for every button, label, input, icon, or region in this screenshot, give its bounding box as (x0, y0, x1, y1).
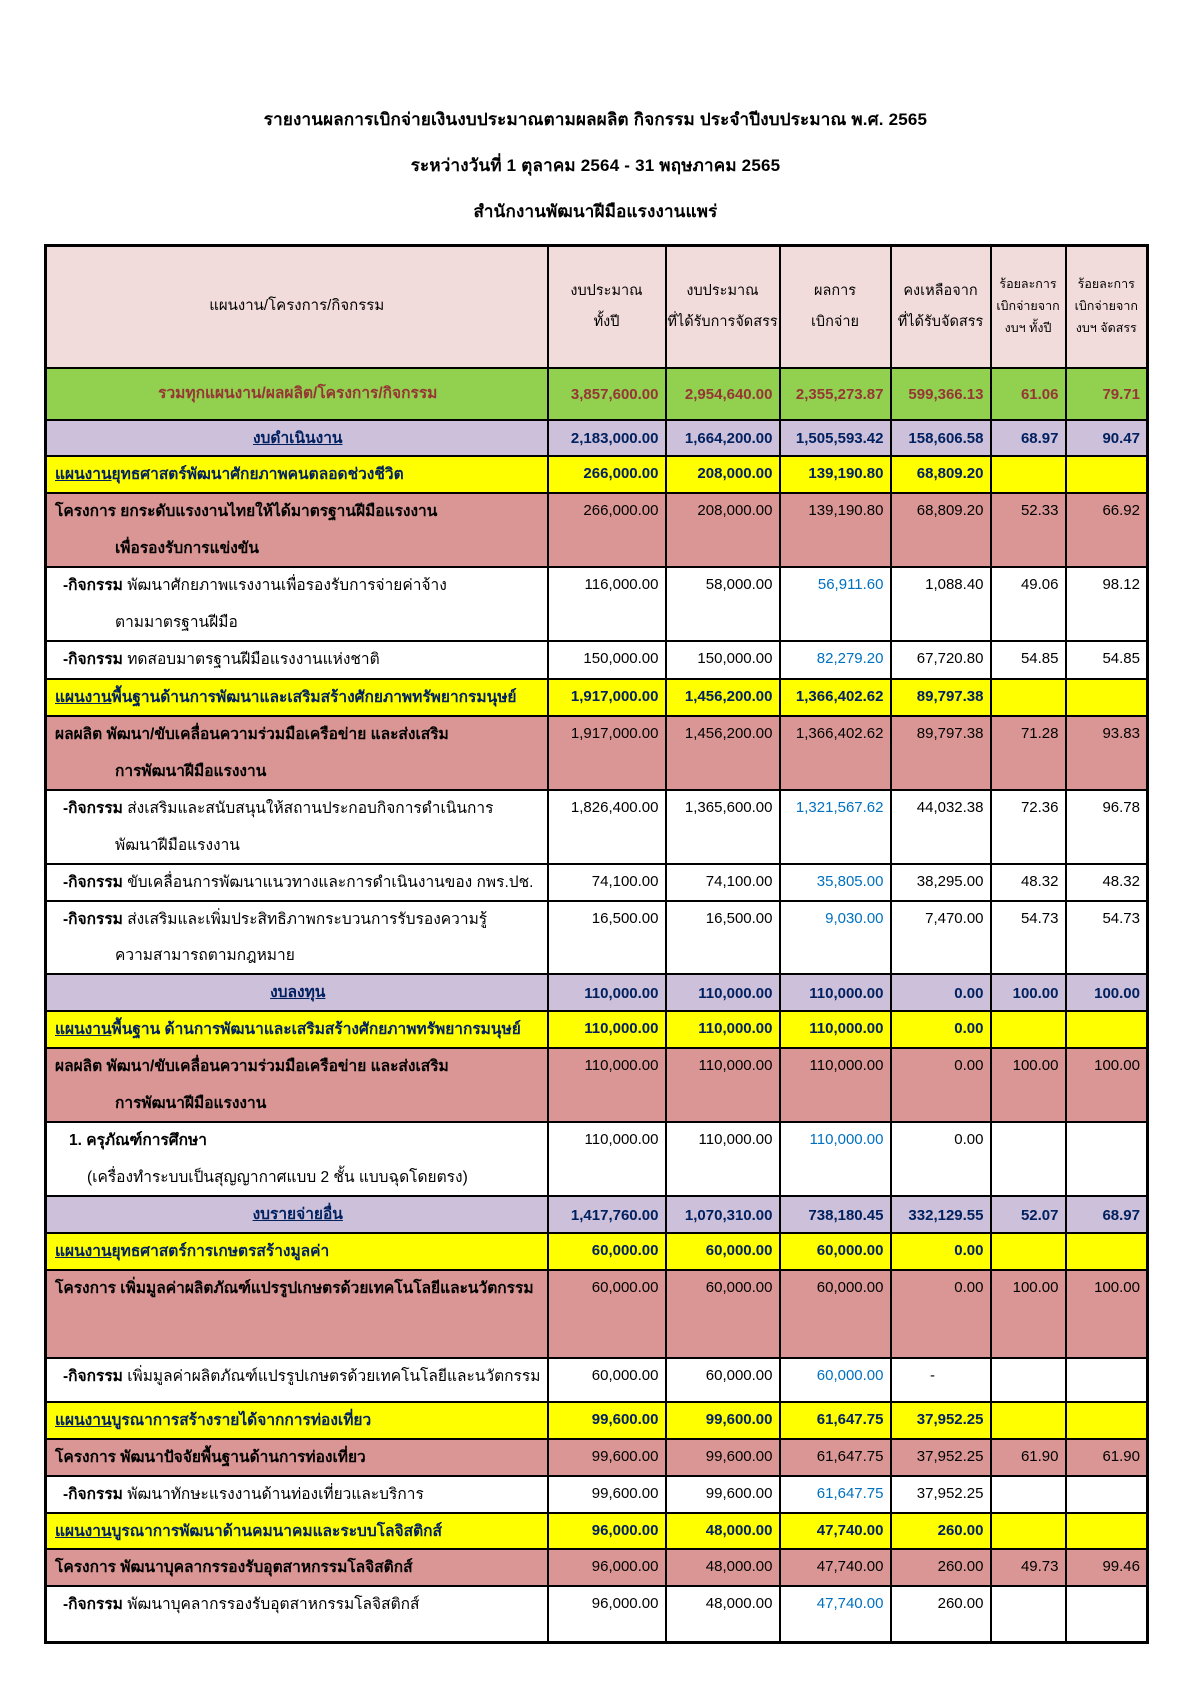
cell-remaining: 67,720.80 (891, 641, 991, 679)
cell-pct-allocated (1066, 679, 1148, 716)
cell-budget-allocated: 48,000.00 (666, 1586, 780, 1642)
cell-disbursed: 139,190.80 (780, 456, 891, 493)
row-label: โครงการ เพิ่มมูลค่าผลิตภัณฑ์แปรรูปเกษตรด้วยเทคโนโลยีและนวัตกรรม (46, 1270, 548, 1358)
cell-budget-year: 110,000.00 (548, 1122, 666, 1196)
row-label: -กิจกรรม พัฒนาศักยภาพแรงงานเพื่อรองรับการจ่ายค่าจ้าง ตามมาตรฐานฝีมือ (46, 567, 548, 641)
cell-remaining: 260.00 (891, 1513, 991, 1550)
cell-disbursed: 110,000.00 (780, 974, 891, 1011)
row-label: -กิจกรรม ส่งเสริมและสนับสนุนให้สถานประกอบกิจการดำเนินการ พัฒนาฝีมือแรงงาน (46, 790, 548, 864)
cell-budget-allocated: 99,600.00 (666, 1439, 780, 1476)
row-label-prefix: -กิจกรรม (63, 1485, 123, 1503)
cell-budget-allocated: 1,365,600.00 (666, 790, 780, 864)
budget-report-table (44, 244, 1149, 1644)
row-label-prefix: -กิจกรรม (63, 1596, 123, 1614)
row-label (46, 1122, 548, 1196)
table-row (46, 1011, 1148, 1048)
cell-pct-year: 52.33 (991, 493, 1066, 567)
row-label: -กิจกรรม เพิ่มมูลค่าผลิตภัณฑ์แปรรูปเกษตรด้วยเทคโนโลยีและนวัตกรรม (46, 1358, 548, 1402)
cell-budget-year: 99,600.00 (548, 1439, 666, 1476)
cell-budget-allocated: 60,000.00 (666, 1270, 780, 1358)
row-label-prefix: -กิจกรรม (63, 799, 123, 817)
cell-remaining: 89,797.38 (891, 716, 991, 790)
row-label-prefix: แผนงาน (55, 1021, 112, 1039)
cell-pct-year: 100.00 (991, 974, 1066, 1011)
row-label: -กิจกรรม ทดสอบมาตรฐานฝีมือแรงงานแห่งชาติ (46, 641, 548, 679)
cell-pct-year: 68.97 (991, 420, 1066, 457)
cell-budget-year: 110,000.00 (548, 1048, 666, 1122)
row-label-line2: การพัฒนาฝีมือแรงงาน (115, 1095, 267, 1113)
cell-pct-allocated: 100.00 (1066, 1048, 1148, 1122)
cell-budget-year: 74,100.00 (548, 864, 666, 901)
row-label-line2: การพัฒนาฝีมือแรงงาน (115, 762, 267, 780)
cell-pct-year: 49.06 (991, 567, 1066, 641)
cell-pct-allocated: 100.00 (1066, 1270, 1148, 1358)
cell-pct-allocated (1066, 1513, 1148, 1550)
table-row (46, 716, 1148, 790)
cell-budget-year: 96,000.00 (548, 1586, 666, 1642)
cell-remaining: 37,952.25 (891, 1402, 991, 1439)
table-row (46, 456, 1148, 493)
cell-budget-year: 96,000.00 (548, 1549, 666, 1586)
table-row (46, 1196, 1148, 1233)
cell-pct-year: 71.28 (991, 716, 1066, 790)
cell-pct-allocated (1066, 1011, 1148, 1048)
table-row (46, 567, 1148, 641)
cell-budget-allocated: 48,000.00 (666, 1549, 780, 1586)
cell-pct-allocated: 48.32 (1066, 864, 1148, 901)
header-cell-pct-allocated: ร้อยละการ เบิกจ่ายจาก งบฯ จัดสรร (1066, 246, 1148, 368)
table-row (46, 790, 1148, 864)
row-label-prefix: แผนงาน (55, 1411, 112, 1429)
cell-budget-allocated: 48,000.00 (666, 1513, 780, 1550)
table-row (46, 974, 1148, 1011)
cell-budget-allocated: 110,000.00 (666, 974, 780, 1011)
cell-budget-year: 110,000.00 (548, 1011, 666, 1048)
cell-pct-year (991, 1402, 1066, 1439)
cell-remaining: 0.00 (891, 1011, 991, 1048)
cell-disbursed: 35,805.00 (780, 864, 891, 901)
row-label-prefix: -กิจกรรม (63, 910, 123, 928)
cell-pct-allocated: 99.46 (1066, 1549, 1148, 1586)
header-cell-remaining: คงเหลือจาก ที่ได้รับจัดสรร (891, 246, 991, 368)
cell-disbursed: 47,740.00 (780, 1513, 891, 1550)
cell-pct-allocated: 100.00 (1066, 974, 1148, 1011)
row-label-line2: พัฒนาฝีมือแรงงาน (115, 836, 240, 854)
row-label: แผนงานยุทธศาสตร์พัฒนาศักยภาพคนตลอดช่วงชีวิต (46, 456, 548, 493)
row-label: -กิจกรรม ขับเคลื่อนการพัฒนาแนวทางและการดำเนินงานของ กพร.ปช. (46, 864, 548, 901)
table-row (46, 641, 1148, 679)
cell-budget-allocated: 110,000.00 (666, 1048, 780, 1122)
row-label-prefix: -กิจกรรม (63, 651, 123, 669)
cell-budget-allocated: 99,600.00 (666, 1402, 780, 1439)
report-period: ระหว่างวันที่ 1 ตุลาคม 2564 - 31 พฤษภาคม 2565 (410, 156, 781, 175)
cell-budget-allocated: 16,500.00 (666, 901, 780, 975)
table-row (46, 1549, 1148, 1586)
table-row (46, 368, 1148, 420)
cell-disbursed: 82,279.20 (780, 641, 891, 679)
cell-disbursed: 56,911.60 (780, 567, 891, 641)
cell-pct-allocated: 54.85 (1066, 641, 1148, 679)
cell-budget-year: 16,500.00 (548, 901, 666, 975)
cell-remaining: 68,809.20 (891, 493, 991, 567)
cell-remaining: 7,470.00 (891, 901, 991, 975)
row-label-prefix: แผนงาน (55, 466, 112, 484)
row-label: แผนงานพื้นฐานด้านการพัฒนาและเสริมสร้างศักยภาพทรัพยากรมนุษย์ (46, 679, 548, 716)
cell-pct-year (991, 1122, 1066, 1196)
row-label-prefix: แผนงาน (55, 1242, 112, 1260)
cell-pct-allocated (1066, 1233, 1148, 1270)
cell-remaining: 38,295.00 (891, 864, 991, 901)
cell-budget-allocated: 2,954,640.00 (666, 368, 780, 420)
row-label: -กิจกรรม พัฒนาบุคลากรรองรับอุตสาหกรรมโลจิสติกส์ (46, 1586, 548, 1642)
cell-disbursed: 1,321,567.62 (780, 790, 891, 864)
table-row (46, 864, 1148, 901)
cell-remaining: 332,129.55 (891, 1196, 991, 1233)
header-cell-disbursed: ผลการ เบิกจ่าย (780, 246, 891, 368)
row-label: -กิจกรรม ส่งเสริมและเพิ่มประสิทธิภาพกระบวนการรับรองความรู้ ความสามารถตามกฎหมาย (46, 901, 548, 975)
table-row (46, 1270, 1148, 1358)
cell-budget-year: 266,000.00 (548, 493, 666, 567)
cell-pct-allocated: 79.71 (1066, 368, 1148, 420)
table-row (46, 901, 1148, 975)
cell-pct-allocated (1066, 1358, 1148, 1402)
cell-disbursed: 738,180.45 (780, 1196, 891, 1233)
cell-disbursed: 1,366,402.62 (780, 716, 891, 790)
cell-budget-year: 1,917,000.00 (548, 716, 666, 790)
row-label: รวมทุกแผนงาน/ผลผลิต/โครงการ/กิจกรรม (46, 368, 548, 420)
table-row (46, 1358, 1148, 1402)
row-label-prefix: -กิจกรรม (63, 1367, 123, 1385)
cell-budget-allocated: 1,456,200.00 (666, 716, 780, 790)
report-office: สำนักงานพัฒนาฝีมือแรงงานแพร่ (473, 202, 718, 221)
table-row (46, 1476, 1148, 1513)
cell-pct-year: 61.90 (991, 1439, 1066, 1476)
cell-remaining: 1,088.40 (891, 567, 991, 641)
row-label: แผนงานบูรณาการพัฒนาด้านคมนาคมและระบบโลจิสติกส์ (46, 1513, 548, 1550)
header-cell-budget-allocated: งบประมาณ ที่ได้รับการจัดสรร (666, 246, 780, 368)
row-label-line2: (เครื่องทำระบบเป็นสุญญากาศแบบ 2 ชั้น แบบฉุดโดยตรง) (87, 1169, 468, 1187)
cell-pct-year: 54.73 (991, 901, 1066, 975)
cell-pct-year (991, 1476, 1066, 1513)
cell-pct-year (991, 1233, 1066, 1270)
table-row (46, 1402, 1148, 1439)
cell-disbursed: 60,000.00 (780, 1270, 891, 1358)
cell-remaining: 0.00 (891, 1233, 991, 1270)
cell-budget-year: 1,917,000.00 (548, 679, 666, 716)
cell-pct-year: 100.00 (991, 1270, 1066, 1358)
cell-pct-allocated: 98.12 (1066, 567, 1148, 641)
cell-pct-allocated: 61.90 (1066, 1439, 1148, 1476)
cell-budget-year: 2,183,000.00 (548, 420, 666, 457)
cell-pct-year (991, 1358, 1066, 1402)
cell-pct-year: 54.85 (991, 641, 1066, 679)
row-label: แผนงานบูรณาการสร้างรายได้จากการท่องเที่ยว (46, 1402, 548, 1439)
cell-pct-year (991, 679, 1066, 716)
cell-pct-allocated: 93.83 (1066, 716, 1148, 790)
cell-remaining: 44,032.38 (891, 790, 991, 864)
cell-disbursed: 139,190.80 (780, 493, 891, 567)
cell-budget-year: 96,000.00 (548, 1513, 666, 1550)
cell-pct-allocated: 68.97 (1066, 1196, 1148, 1233)
cell-disbursed: 110,000.00 (780, 1048, 891, 1122)
header-row (46, 246, 1148, 368)
cell-remaining: 37,952.25 (891, 1439, 991, 1476)
cell-remaining: 599,366.13 (891, 368, 991, 420)
cell-budget-year: 99,600.00 (548, 1476, 666, 1513)
row-label-prefix: 1. ครุภัณฑ์การศึกษา (69, 1132, 207, 1150)
cell-pct-year (991, 1513, 1066, 1550)
header-cell-pct-year: ร้อยละการ เบิกจ่ายจาก งบฯ ทั้งปี (991, 246, 1066, 368)
cell-pct-allocated: 66.92 (1066, 493, 1148, 567)
cell-disbursed: 61,647.75 (780, 1476, 891, 1513)
cell-remaining: - (891, 1358, 991, 1402)
cell-disbursed: 1,366,402.62 (780, 679, 891, 716)
cell-budget-allocated: 99,600.00 (666, 1476, 780, 1513)
table-row (46, 679, 1148, 716)
cell-budget-allocated: 208,000.00 (666, 456, 780, 493)
cell-budget-allocated: 74,100.00 (666, 864, 780, 901)
cell-pct-allocated: 90.47 (1066, 420, 1148, 457)
cell-budget-allocated: 1,456,200.00 (666, 679, 780, 716)
cell-disbursed: 110,000.00 (780, 1011, 891, 1048)
cell-pct-allocated (1066, 1476, 1148, 1513)
cell-budget-year: 116,000.00 (548, 567, 666, 641)
report-header (0, 0, 1191, 225)
row-label: แผนงานพื้นฐาน ด้านการพัฒนาและเสริมสร้างศักยภาพทรัพยากรมนุษย์ (46, 1011, 548, 1048)
cell-pct-allocated (1066, 456, 1148, 493)
cell-pct-allocated (1066, 1586, 1148, 1642)
cell-pct-year (991, 1011, 1066, 1048)
cell-pct-year (991, 456, 1066, 493)
cell-budget-year: 60,000.00 (548, 1358, 666, 1402)
cell-budget-year: 266,000.00 (548, 456, 666, 493)
cell-pct-year: 100.00 (991, 1048, 1066, 1122)
cell-budget-year: 110,000.00 (548, 974, 666, 1011)
row-label: ผลผลิต พัฒนา/ขับเคลื่อนความร่วมมือเครือข่าย และส่งเสริม การพัฒนาฝีมือแรงงาน (46, 716, 548, 790)
cell-budget-year: 3,857,600.00 (548, 368, 666, 420)
cell-budget-allocated: 110,000.00 (666, 1011, 780, 1048)
cell-pct-allocated: 54.73 (1066, 901, 1148, 975)
report-title: รายงานผลการเบิกจ่ายเงินงบประมาณตามผลผลิต กิจกรรม ประจำปีงบประมาณ พ.ศ. 2565 (263, 110, 928, 129)
row-label: งบดำเนินงาน (46, 420, 548, 457)
cell-remaining: 260.00 (891, 1586, 991, 1642)
cell-remaining: 260.00 (891, 1549, 991, 1586)
cell-remaining: 0.00 (891, 974, 991, 1011)
cell-disbursed: 60,000.00 (780, 1233, 891, 1270)
cell-remaining: 89,797.38 (891, 679, 991, 716)
cell-disbursed: 60,000.00 (780, 1358, 891, 1402)
table-row (46, 1586, 1148, 1642)
cell-budget-allocated: 150,000.00 (666, 641, 780, 679)
cell-budget-year: 150,000.00 (548, 641, 666, 679)
row-label-prefix: แผนงาน (55, 1522, 112, 1540)
table-row (46, 1233, 1148, 1270)
cell-budget-year: 1,826,400.00 (548, 790, 666, 864)
cell-budget-allocated: 60,000.00 (666, 1358, 780, 1402)
cell-budget-allocated: 60,000.00 (666, 1233, 780, 1270)
cell-budget-allocated: 58,000.00 (666, 567, 780, 641)
table-row (46, 1439, 1148, 1476)
cell-budget-year: 60,000.00 (548, 1270, 666, 1358)
cell-remaining: 0.00 (891, 1270, 991, 1358)
cell-disbursed: 9,030.00 (780, 901, 891, 975)
cell-pct-year: 49.73 (991, 1549, 1066, 1586)
cell-pct-allocated (1066, 1402, 1148, 1439)
cell-pct-allocated (1066, 1122, 1148, 1196)
row-label: งบลงทุน (46, 974, 548, 1011)
cell-pct-year: 61.06 (991, 368, 1066, 420)
row-label: โครงการ ยกระดับแรงงานไทยให้ได้มาตรฐานฝีมือแรงงาน เพื่อรองรับการแข่งขัน (46, 493, 548, 567)
row-label: ผลผลิต พัฒนา/ขับเคลื่อนความร่วมมือเครือข่าย และส่งเสริม การพัฒนาฝีมือแรงงาน (46, 1048, 548, 1122)
cell-disbursed: 47,740.00 (780, 1586, 891, 1642)
cell-disbursed: 2,355,273.87 (780, 368, 891, 420)
cell-disbursed: 61,647.75 (780, 1439, 891, 1476)
table-row (46, 1513, 1148, 1550)
cell-disbursed: 61,647.75 (780, 1402, 891, 1439)
cell-remaining: 158,606.58 (891, 420, 991, 457)
cell-remaining: 0.00 (891, 1048, 991, 1122)
cell-budget-year: 1,417,760.00 (548, 1196, 666, 1233)
table-row (46, 1122, 1148, 1196)
cell-pct-year (991, 1586, 1066, 1642)
row-label: -กิจกรรม พัฒนาทักษะแรงงานด้านท่องเที่ยวและบริการ (46, 1476, 548, 1513)
header-cell-label: แผนงาน/โครงการ/กิจกรรม (46, 246, 548, 368)
cell-pct-year: 52.07 (991, 1196, 1066, 1233)
cell-budget-allocated: 1,664,200.00 (666, 420, 780, 457)
row-label: งบรายจ่ายอื่น (46, 1196, 548, 1233)
row-label-prefix: -กิจกรรม (63, 577, 123, 595)
cell-remaining: 37,952.25 (891, 1476, 991, 1513)
cell-budget-allocated: 208,000.00 (666, 493, 780, 567)
table-row (46, 420, 1148, 457)
cell-remaining: 0.00 (891, 1122, 991, 1196)
row-label: โครงการ พัฒนาปัจจัยพื้นฐานด้านการท่องเที่ยว (46, 1439, 548, 1476)
cell-disbursed: 110,000.00 (780, 1122, 891, 1196)
cell-remaining: 68,809.20 (891, 456, 991, 493)
table-row (46, 493, 1148, 567)
row-label: แผนงานยุทธศาสตร์การเกษตรสร้างมูลค่า (46, 1233, 548, 1270)
cell-pct-year: 72.36 (991, 790, 1066, 864)
row-label-prefix: แผนงาน (55, 689, 112, 707)
row-label: โครงการ พัฒนาบุคลากรรองรับอุตสาหกรรมโลจิสติกส์ (46, 1549, 548, 1586)
cell-budget-allocated: 1,070,310.00 (666, 1196, 780, 1233)
cell-disbursed: 1,505,593.42 (780, 420, 891, 457)
row-label-line2: ตามมาตรฐานฝีมือ (115, 614, 238, 632)
cell-budget-year: 60,000.00 (548, 1233, 666, 1270)
row-label-line2: เพื่อรองรับการแข่งขัน (115, 540, 259, 558)
cell-pct-year: 48.32 (991, 864, 1066, 901)
table-header (46, 246, 1148, 368)
cell-disbursed: 47,740.00 (780, 1549, 891, 1586)
cell-budget-allocated: 110,000.00 (666, 1122, 780, 1196)
header-cell-budget-year: งบประมาณ ทั้งปี (548, 246, 666, 368)
row-label-prefix: -กิจกรรม (63, 873, 123, 891)
cell-budget-year: 99,600.00 (548, 1402, 666, 1439)
report-table-body (46, 368, 1148, 1643)
cell-pct-allocated: 96.78 (1066, 790, 1148, 864)
row-label-line2: ความสามารถตามกฎหมาย (115, 947, 295, 965)
table-row (46, 1048, 1148, 1122)
